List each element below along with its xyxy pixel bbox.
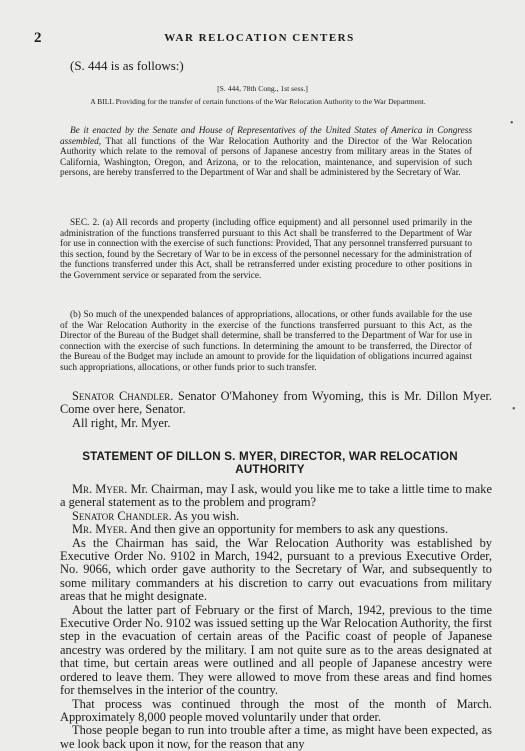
chandler-introduction: [60, 390, 492, 417]
page-header: [34, 30, 485, 46]
speech-text: And then give an opportunity for members to ask any questions.: [127, 522, 449, 537]
enacting-clause: Be it enacted by the Senate and House of Representatives of the United States of America in Congress assembled,: [60, 126, 472, 147]
speaker-name: Mr. Myer.: [72, 482, 128, 496]
testimony-paragraph: Those people began to run into trouble after a time, as might have been expected, as we look back upon it now, for the reason that any: [60, 723, 492, 751]
margin-mark: •: [512, 404, 516, 415]
testimony-paragraph: As the Chairman has said, the War Relocation Authority was established by Executive Order No. 9102 in March, 1942, pursuant to a previous Executive Order, No. 9066, which order gave authority to the Secretary of War, and subsequently to some military commanders at his discretion to carry out evacuations from military areas that he might designate.: [60, 535, 492, 604]
speech-text: Mr. Chairman, may I ask, would you like me to take a little time to make a general statement as to the problem and program?: [60, 482, 492, 510]
statement-heading: STATEMENT OF DILLON S. MYER, DIRECTOR, WAR RELOCATION AUTHORITY: [82, 450, 458, 476]
section-1-text: That all functions of the War Relocation Authority and the Director of the War Relocation Authority which relate to the removal of persons of Japanese ancestry from military areas in the States of California, Washington, Oregon, and Arizona, or to the relocation, maintenance, and supervision of such persons, are hereby transferred to the Department of War and shall be administered by the Secretary of War.: [60, 136, 472, 178]
bill-reference: [S. 444, 78th Cong., 1st sess.]: [217, 84, 308, 93]
section-2a-text: SEC. 2. (a) All records and property (including office equipment) and all personnel used primarily in the administration of the functions transferred pursuant to this Act shall be transferred to the Department of War for use in connection with the exercise of such functions: Provided, That any personnel transferred pursuant to this section, found by the Secretary of War to be in excess of the personnel necessary for the administration of the functions transferred under this Act, shall be retransferred under existing procedure to other positions in the Government service or separated from the service.: [60, 218, 472, 281]
testimony-paragraph: That process was continued through the most of the month of March. Approximately 8,000 people moved voluntarily under that order.: [60, 696, 492, 724]
section-2b-text: (b) So much of the unexpended balances of appropriations, allocations, or other funds available for the use of the War Relocation Authority in the exercise of the functions transferred pursuant to this Act, as the Director of the Bureau of the Budget shall determine, shall be transferred to the Department of War for use in connection with the exercise of such functions. In determining the amount to be transferred, the Director of the Bureau of the Budget may include an amount to provide for the liquidation of obligations incurred against such appropriations, allocations, or other funds prior to such transfer.: [60, 310, 472, 373]
speaker-name: Mr. Myer.: [72, 522, 128, 537]
testimony-body: [60, 483, 492, 751]
running-title: WAR RELOCATION CENTERS: [164, 32, 355, 44]
speaker-name: Senator Chandler.: [72, 508, 172, 523]
chandler-follow-up: [60, 417, 492, 430]
testimony-paragraph: About the latter part of February or the first of March, 1942, previous to the time Executive Order No. 9102 was issued setting up the War Relocation Authority, the first step in the evacuation of certain areas of the Pacific coast of people of Japanese ancestry was ordered by the military. I am not quite sure as to the areas designated at that time, but certain areas were outlined and all people of Japanese ancestry were ordered to leave them. They were allowed to move from these areas and find homes for themselves in the interior of the country.: [60, 602, 492, 698]
speech-text: Senator O'Mahoney from Wyoming, this is Mr. Dillon Myer. Come over here, Senator.: [60, 389, 493, 417]
bill-intro-line: (S. 444 is as follows:): [70, 58, 184, 73]
speech-text: As you wish.: [171, 508, 240, 523]
bill-section-2b: [60, 310, 472, 373]
bill-section-1: [60, 126, 472, 179]
bill-title: A BILL Providing for the transfer of certain functions of the War Relocation Authority to the War Department.: [90, 97, 426, 106]
page-number: 2: [34, 30, 42, 46]
margin-mark: •: [510, 118, 514, 129]
speech-text: All right, Mr. Myer.: [72, 416, 171, 430]
speaker-name: Senator Chandler.: [72, 389, 174, 403]
bill-section-2a: [60, 218, 472, 281]
